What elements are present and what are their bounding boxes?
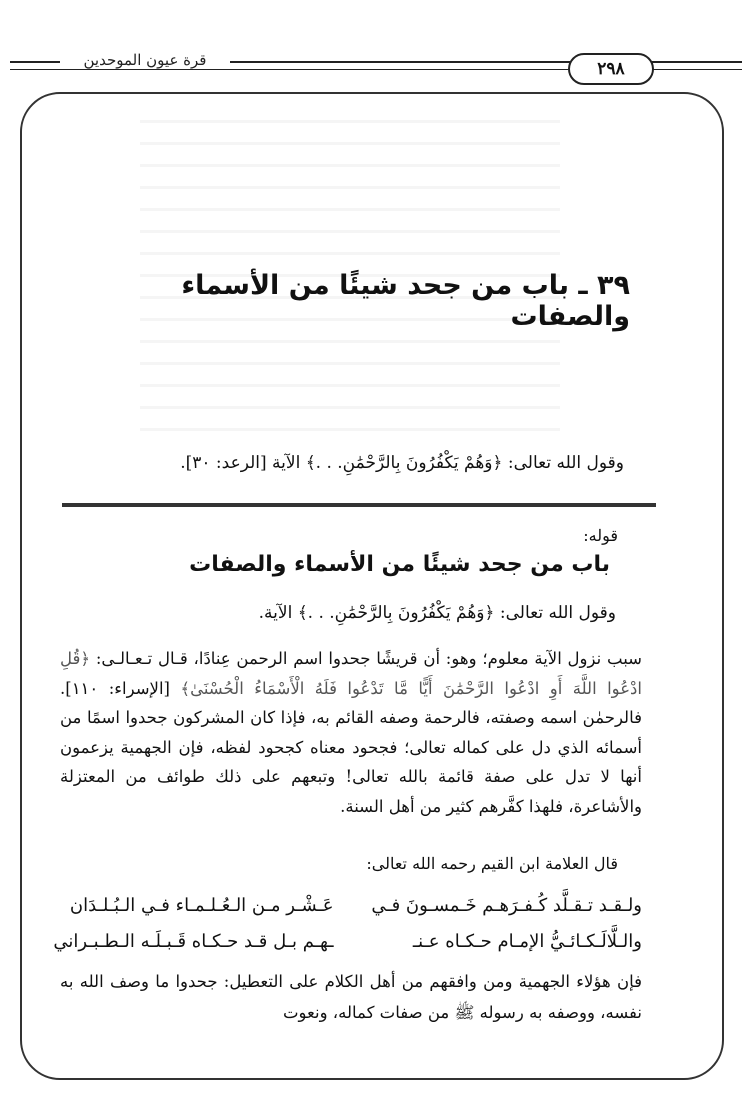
poem-hemistich-2: عَـشْـر مـن الـعُـلـمـاء فـي الـبُـلـدَان (69, 895, 334, 916)
header-rule-right-bottom (650, 69, 742, 70)
poem-verse (53, 924, 642, 960)
chapter-verse: وقول الله تعالى: ﴿وَهُمْ يَكْفُرُونَ بِالرَّحْمَٰنِ. . .﴾ الآية [الرعد: ٣٠]. (180, 453, 624, 473)
poem (53, 888, 642, 960)
running-title: قرة عيون الموحدين (60, 51, 230, 69)
page-header (0, 45, 751, 95)
poem-hemistich-2: ـهـم بـل قـد حـكـاه قَـبـلَـه الـطـبـراني (53, 931, 334, 952)
commentary-title: باب من جحد شيئًا من الأسماء والصفات (189, 552, 610, 577)
commentary-verse: وقول الله تعالى: ﴿وَهُمْ يَكْفُرُونَ بِالرَّحْمَٰنِ. . .﴾ الآية. (258, 603, 616, 623)
paragraph-1-intro: سبب نزول الآية معلوم؛ وهو: أن قريشًا جحدوا اسم الرحمن عِنادًا، قـال تـعـالـى: (90, 649, 642, 668)
poem-hemistich-1: والـلَّالَـكـائـيُّ الإمـام حـكـاه عـنـ (412, 931, 642, 952)
header-rule-bottom (10, 69, 570, 70)
page-number: ٢٩٨ (568, 53, 654, 85)
paragraph-1-body: [الإسراء: ١١٠]. فالرحمٰن اسمه وصفته، فالرحمة وصفه القائم به، فإذا كان المشركون جحدوا اسمًا من أسمائه الذي دل على كماله تعالى؛ فجحود معناه كجحود لفظه، فإن الجهمية يزعمون أنها لا تدل على صفة قائمة بالله تعالى! وتبعهم على ذلك طوائف من المعتزلة والأشاعرة، فلهذا كفَّرهم كثير من أهل السنة. (60, 678, 642, 816)
poem-hemistich-1: ولـقـد تـقـلَّد كُـفـرَهـم خَـمسـونَ فـي (371, 895, 642, 916)
poem-verse (60, 888, 642, 924)
paragraph-1 (60, 644, 642, 821)
section-separator (62, 503, 656, 507)
quran-quote: ﴿قُلِ ادْعُوا اللَّهَ أَوِ ادْعُوا الرَّحْمَٰنَ أَيًّا مَّا تَدْعُوا فَلَهُ الْأَسْمَاءُ الْحُسْنَىٰ﴾ (60, 649, 642, 698)
header-rule-right-top (650, 61, 742, 63)
paragraph-2: فإن هؤلاء الجهمية ومن وافقهم من أهل الكلام على التعطيل: جحدوا ما وصف الله به نفسه، ووصفه به رسوله ﷺ من صفات كماله، ونعوت (60, 972, 642, 1022)
ibn-qayyim-intro: قال العلامة ابن القيم رحمه الله تعالى: (366, 854, 618, 873)
chapter-title: ٣٩ ـ باب من جحد شيئًا من الأسماء والصفات (181, 270, 630, 332)
qawluh-label: قوله: (583, 526, 618, 545)
